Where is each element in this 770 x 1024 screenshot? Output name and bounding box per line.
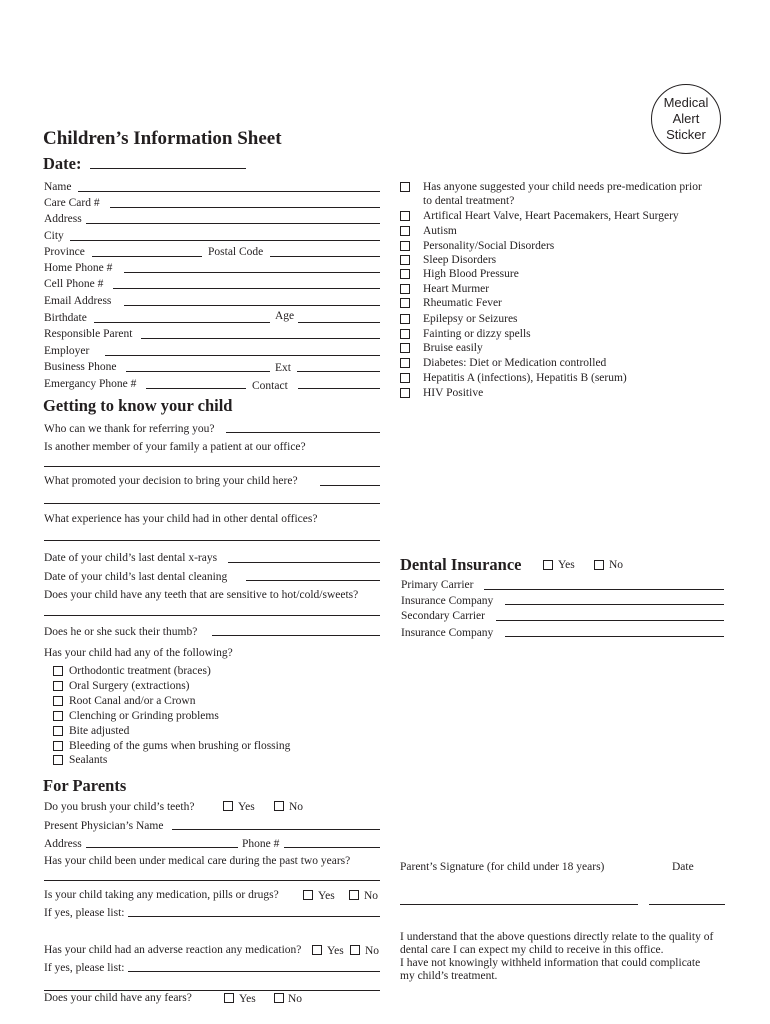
- medication-no-label: No: [364, 890, 379, 902]
- reaction-question: Has your child had an adverse reaction any medication?: [44, 944, 302, 956]
- treatment-checkbox[interactable]: [53, 681, 63, 691]
- insurance-company-2-label: Insurance Company: [401, 627, 494, 639]
- signature-field[interactable]: [400, 904, 638, 905]
- medical-condition-checkbox[interactable]: [400, 343, 410, 353]
- employer-field[interactable]: [105, 355, 380, 356]
- emergency-phone-field[interactable]: [146, 388, 246, 389]
- medication-list-label: If yes, please list:: [44, 907, 125, 919]
- ext-label: Ext: [275, 362, 291, 374]
- consent-line: I understand that the above questions directly relate to the quality of: [400, 931, 714, 943]
- xrays-question: Date of your child’s last dental x-rays: [44, 552, 218, 564]
- medical-condition-label: Personality/Social Disorders: [423, 240, 555, 252]
- treatment-checkbox[interactable]: [53, 666, 63, 676]
- contact-field[interactable]: [298, 388, 380, 389]
- sensitive-field[interactable]: [44, 615, 380, 616]
- brush-question: Do you brush your child’s teeth?: [44, 801, 195, 813]
- consent-line: dental care I can expect my child to receive in this office.: [400, 944, 664, 956]
- insurance-company-2-field[interactable]: [505, 636, 724, 637]
- family-question: Is another member of your family a patient at our office?: [44, 441, 306, 453]
- sticker-line-1: Medical: [663, 95, 709, 110]
- treatment-label: Clenching or Grinding problems: [69, 710, 219, 722]
- medication-question: Is your child taking any medication, pills or drugs?: [44, 889, 279, 901]
- page-title: Children’s Information Sheet: [43, 128, 282, 149]
- treatment-label: Orthodontic treatment (braces): [69, 665, 211, 677]
- brush-no-label: No: [289, 801, 304, 813]
- home-phone-field[interactable]: [124, 272, 380, 273]
- reaction-list-field-2[interactable]: [44, 990, 380, 991]
- insurance-no-checkbox[interactable]: [594, 560, 604, 570]
- treatment-label: Sealants: [69, 754, 108, 766]
- signature-label: Parent’s Signature (for child under 18 years): [400, 861, 605, 873]
- physician-label: Present Physician’s Name: [44, 820, 164, 832]
- care-card-field[interactable]: [110, 207, 380, 208]
- medical-condition-label: Rheumatic Fever: [423, 297, 502, 309]
- medication-list-field[interactable]: [128, 916, 380, 917]
- sensitive-question: Does your child have any teeth that are sensitive to hot/cold/sweets?: [44, 589, 359, 601]
- medical-condition-checkbox[interactable]: [400, 211, 410, 221]
- city-field[interactable]: [70, 240, 380, 241]
- age-label: Age: [275, 310, 295, 322]
- medical-condition-label: Artifical Heart Valve, Heart Pacemakers, Heart Surgery: [423, 210, 679, 222]
- fears-yes-checkbox[interactable]: [224, 993, 234, 1003]
- name-label: Name: [44, 181, 72, 193]
- treatment-label: Bite adjusted: [69, 725, 130, 737]
- brush-yes-checkbox[interactable]: [223, 801, 233, 811]
- cleaning-question: Date of your child’s last dental cleaning: [44, 571, 228, 583]
- primary-carrier-field[interactable]: [484, 589, 724, 590]
- medical-care-field[interactable]: [44, 880, 380, 881]
- promoted-field[interactable]: [320, 485, 380, 486]
- fears-yes-label: Yes: [239, 993, 256, 1005]
- province-field[interactable]: [92, 256, 202, 257]
- reaction-no-checkbox[interactable]: [350, 945, 360, 955]
- cell-phone-field[interactable]: [113, 288, 380, 289]
- medical-condition-checkbox[interactable]: [400, 269, 410, 279]
- medical-condition-label: Fainting or dizzy spells: [423, 328, 531, 340]
- consent-statement: [400, 931, 745, 983]
- medical-condition-label: Has anyone suggested your child needs pre-medication prior: [423, 181, 702, 193]
- fears-no-label: No: [288, 993, 303, 1005]
- name-field[interactable]: [78, 191, 380, 192]
- birthdate-label: Birthdate: [44, 312, 87, 324]
- medical-condition-label: Autism: [423, 225, 457, 237]
- medical-condition-checkbox[interactable]: [400, 241, 410, 251]
- medical-condition-label: Bruise easily: [423, 342, 483, 354]
- birthdate-field[interactable]: [94, 322, 270, 323]
- sticker-line-3: Sticker: [666, 127, 706, 142]
- business-phone-label: Business Phone: [44, 361, 117, 373]
- fears-question: Does your child have any fears?: [44, 992, 192, 1004]
- brush-no-checkbox[interactable]: [274, 801, 284, 811]
- getting-to-know-heading: Getting to know your child: [43, 396, 233, 415]
- medical-condition-label: HIV Positive: [423, 387, 484, 399]
- business-phone-field[interactable]: [126, 371, 270, 372]
- treatment-checkbox[interactable]: [53, 755, 63, 765]
- thumb-question: Does he or she suck their thumb?: [44, 626, 198, 638]
- medication-yes-label: Yes: [318, 890, 335, 902]
- treatment-checkbox[interactable]: [53, 741, 63, 751]
- address-field[interactable]: [86, 223, 380, 224]
- medical-condition-checkbox[interactable]: [400, 388, 410, 398]
- had-following-question: Has your child had any of the following?: [44, 647, 233, 659]
- for-parents-heading: For Parents: [43, 776, 127, 795]
- treatment-label: Bleeding of the gums when brushing or flossing: [69, 740, 291, 752]
- cleaning-field[interactable]: [246, 580, 380, 581]
- medical-alert-sticker: [651, 84, 721, 154]
- dental-insurance-heading: Dental Insurance: [400, 555, 522, 574]
- date-field[interactable]: [90, 168, 246, 169]
- ext-field[interactable]: [297, 371, 380, 372]
- medical-condition-label: Hepatitis A (infections), Hepatitis B (serum): [423, 372, 627, 384]
- physician-address-label: Address: [44, 838, 82, 850]
- medical-condition-label: Diabetes: Diet or Medication controlled: [423, 357, 607, 369]
- address-label: Address: [44, 213, 82, 225]
- treatment-checkbox[interactable]: [53, 726, 63, 736]
- promoted-question: What promoted your decision to bring your child here?: [44, 475, 298, 487]
- promoted-field-2[interactable]: [44, 503, 380, 504]
- physician-phone-field[interactable]: [284, 847, 380, 848]
- care-card-label: Care Card #: [44, 197, 100, 209]
- email-label: Email Address: [44, 295, 112, 307]
- insurance-company-1-field[interactable]: [505, 604, 724, 605]
- medical-condition-checkbox[interactable]: [400, 373, 410, 383]
- treatment-checkbox[interactable]: [53, 711, 63, 721]
- experience-question: What experience has your child had in other dental offices?: [44, 513, 318, 525]
- date-label: Date:: [43, 154, 82, 173]
- age-field[interactable]: [298, 322, 380, 323]
- brush-yes-label: Yes: [238, 801, 255, 813]
- signature-date-label: Date: [672, 861, 694, 873]
- fears-no-checkbox[interactable]: [274, 993, 284, 1003]
- insurance-no-label: No: [609, 559, 624, 571]
- xrays-field[interactable]: [228, 562, 380, 563]
- contact-label: Contact: [252, 380, 288, 392]
- postal-code-label: Postal Code: [208, 246, 264, 258]
- insurance-yes-label: Yes: [558, 559, 575, 571]
- medical-condition-checkbox[interactable]: [400, 284, 410, 294]
- medical-condition-checkbox[interactable]: [400, 329, 410, 339]
- physician-phone-label: Phone #: [242, 838, 280, 850]
- postal-code-field[interactable]: [270, 256, 380, 257]
- medical-condition-label: Epilepsy or Seizures: [423, 313, 518, 325]
- family-field[interactable]: [44, 466, 380, 467]
- medical-condition-label: to dental treatment?: [423, 195, 515, 207]
- sticker-line-2: Alert: [672, 111, 700, 126]
- treatment-label: Oral Surgery (extractions): [69, 680, 190, 692]
- thumb-field[interactable]: [212, 635, 380, 636]
- medical-condition-label: Sleep Disorders: [423, 254, 497, 266]
- medical-condition-checkbox[interactable]: [400, 298, 410, 308]
- reaction-list-label: If yes, please list:: [44, 962, 125, 974]
- medication-yes-checkbox[interactable]: [303, 890, 313, 900]
- physician-field[interactable]: [172, 829, 380, 830]
- cell-phone-label: Cell Phone #: [44, 278, 104, 290]
- medical-condition-checkbox[interactable]: [400, 182, 410, 192]
- reaction-yes-label: Yes: [327, 945, 344, 957]
- reaction-no-label: No: [365, 945, 380, 957]
- secondary-carrier-field[interactable]: [496, 620, 724, 621]
- physician-address-field[interactable]: [86, 847, 238, 848]
- signature-date-field[interactable]: [649, 904, 725, 905]
- medical-condition-checkbox[interactable]: [400, 226, 410, 236]
- reaction-list-field[interactable]: [128, 971, 380, 972]
- responsible-parent-label: Responsible Parent: [44, 328, 133, 340]
- referral-field[interactable]: [226, 432, 380, 433]
- insurance-yes-checkbox[interactable]: [543, 560, 553, 570]
- insurance-company-1-label: Insurance Company: [401, 595, 494, 607]
- referral-question: Who can we thank for referring you?: [44, 423, 215, 435]
- consent-line: I have not knowingly withheld information that could complicate: [400, 957, 701, 969]
- primary-carrier-label: Primary Carrier: [401, 579, 474, 591]
- city-label: City: [44, 230, 64, 242]
- consent-line: my child’s treatment.: [400, 970, 498, 982]
- experience-field[interactable]: [44, 540, 380, 541]
- treatment-checkbox[interactable]: [53, 696, 63, 706]
- employer-label: Employer: [44, 345, 90, 357]
- reaction-yes-checkbox[interactable]: [312, 945, 322, 955]
- medical-condition-checkbox[interactable]: [400, 314, 410, 324]
- treatment-label: Root Canal and/or a Crown: [69, 695, 196, 707]
- email-field[interactable]: [124, 305, 380, 306]
- responsible-parent-field[interactable]: [141, 338, 380, 339]
- medication-no-checkbox[interactable]: [349, 890, 359, 900]
- medical-condition-label: High Blood Pressure: [423, 268, 519, 280]
- secondary-carrier-label: Secondary Carrier: [401, 610, 485, 622]
- medical-care-question: Has your child been under medical care during the past two years?: [44, 855, 351, 867]
- medical-condition-label: Heart Murmer: [423, 283, 490, 295]
- medical-condition-checkbox[interactable]: [400, 255, 410, 265]
- emergency-phone-label: Emergancy Phone #: [44, 378, 137, 390]
- medical-condition-checkbox[interactable]: [400, 358, 410, 368]
- province-label: Province: [44, 246, 85, 258]
- home-phone-label: Home Phone #: [44, 262, 113, 274]
